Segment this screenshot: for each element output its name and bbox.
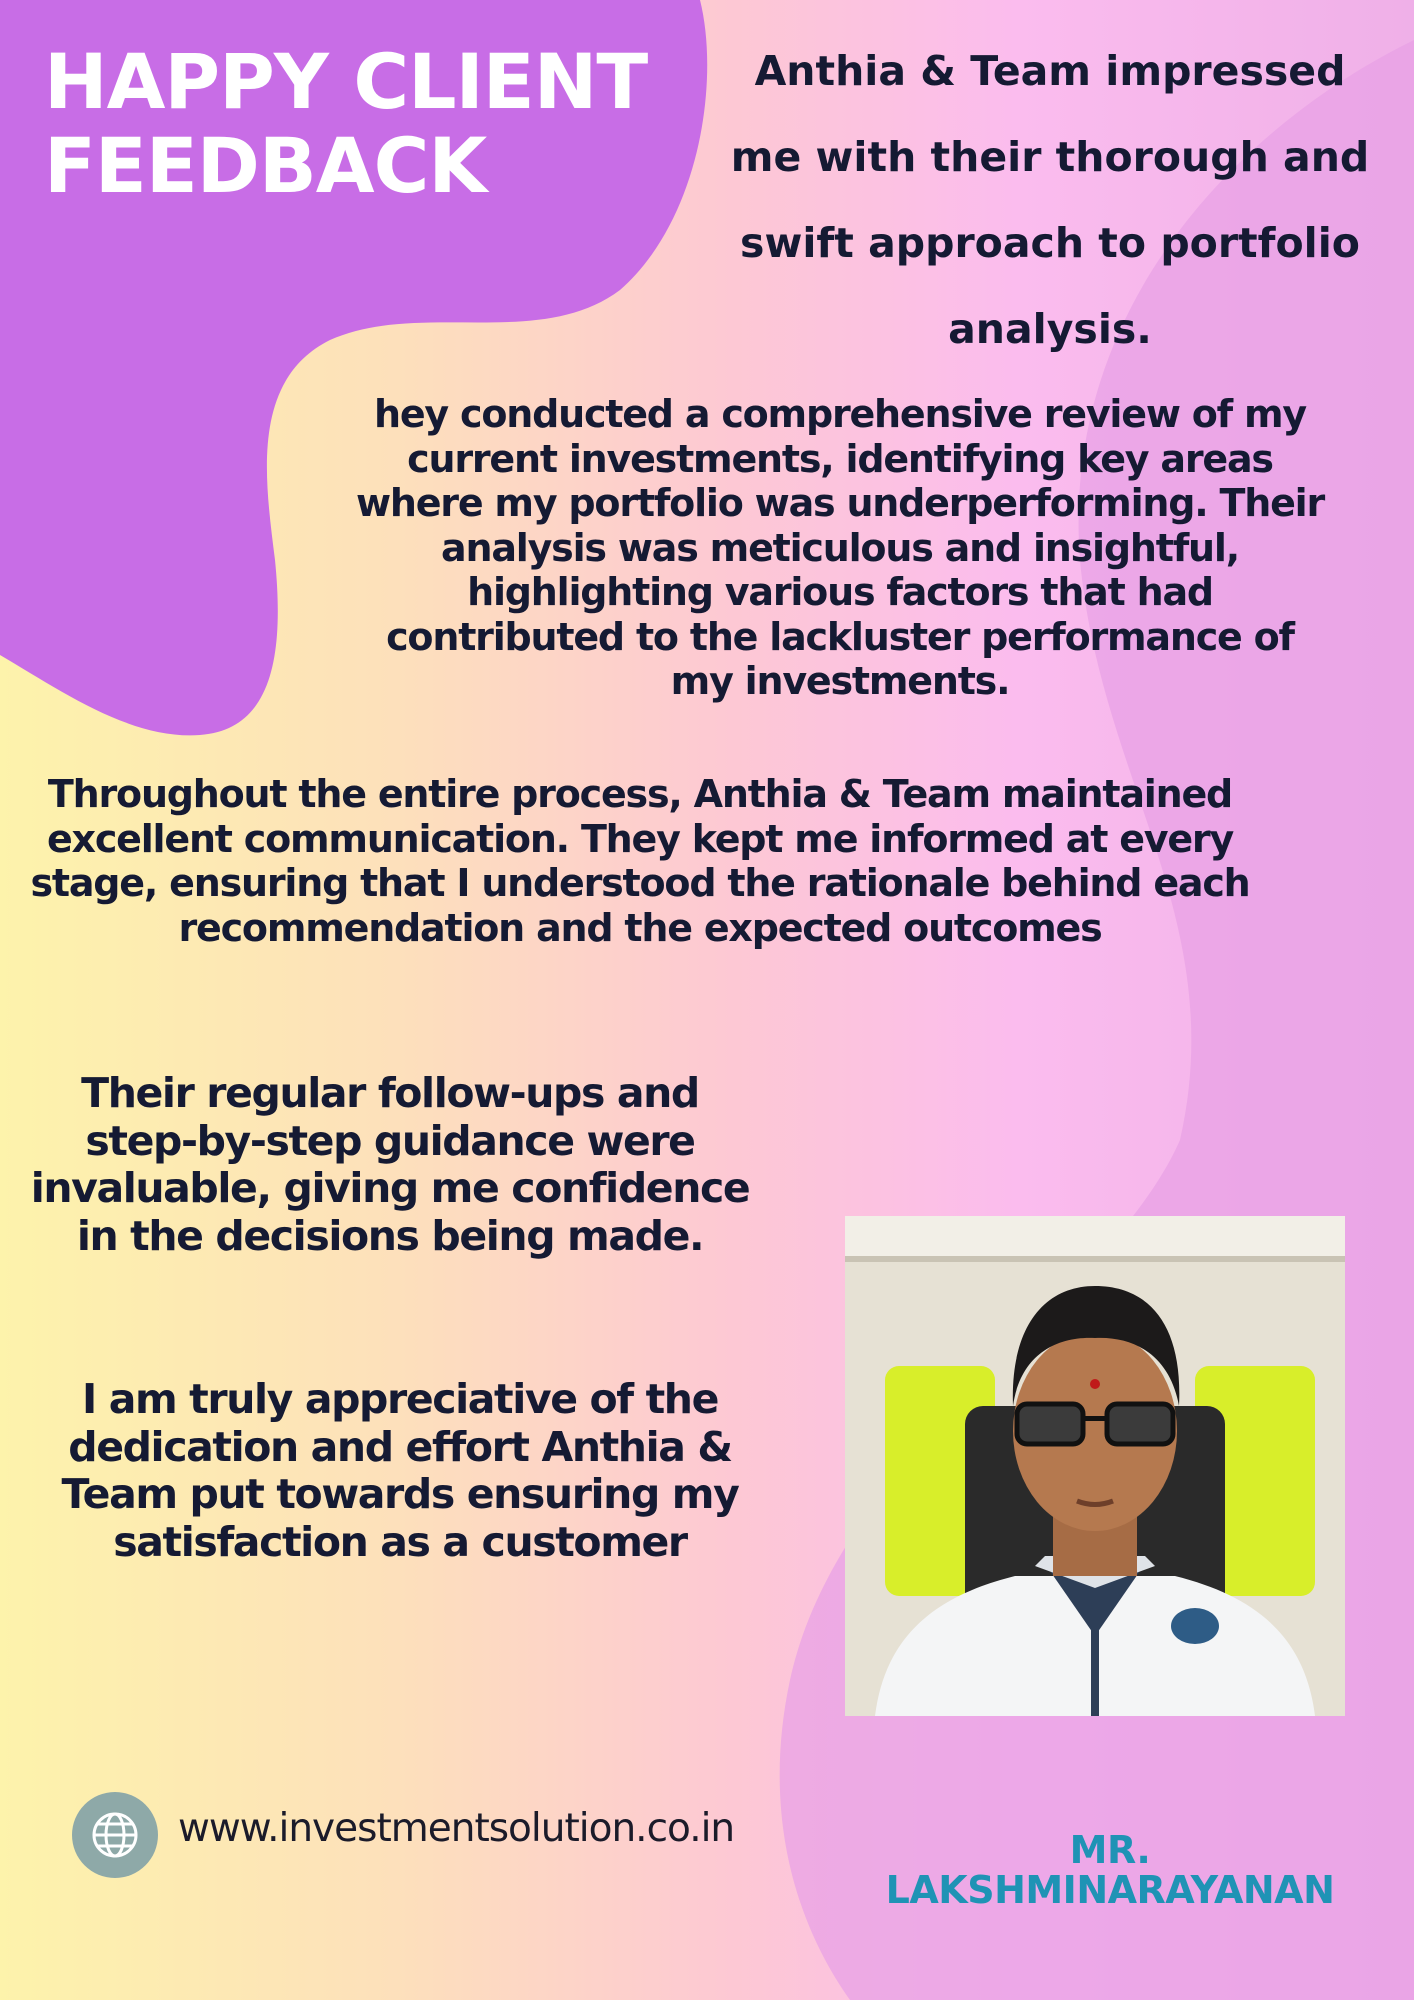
feedback-paragraph-2: Throughout the entire process, Anthia & Team maintained excellent communication. They kept me informed at every stage, ensuring that I understood the rationale behind each recommendation and the expected outcomes <box>30 772 1250 950</box>
globe-icon <box>72 1792 158 1878</box>
client-name-title: MR. <box>1069 1828 1151 1872</box>
feedback-paragraph-1: hey conducted a comprehensive review of my current investments, identifying key areas where my portfolio was underperforming. Their analysis was meticulous and insightful, highlighting various factors that had contributed to the lackluster performance of my investments. <box>355 392 1325 703</box>
feedback-paragraph-3: Their regular follow-ups and step-by-step guidance were invaluable, giving me confidence in the decisions being made. <box>30 1069 750 1260</box>
title-line-2: FEEDBACK <box>44 121 487 210</box>
title-line-1: HAPPY CLIENT <box>44 37 648 126</box>
client-name-surname: LAKSHMINARAYANAN <box>885 1868 1335 1912</box>
client-photo <box>845 1216 1345 1716</box>
intro-quote: Anthia & Team impressed me with their thorough and swift approach to portfolio analysis. <box>730 47 1370 353</box>
feedback-paragraph-4: I am truly appreciative of the dedication and effort Anthia & Team put towards ensuring my satisfaction as a customer <box>61 1375 739 1566</box>
client-name <box>845 1830 1375 1910</box>
page-title <box>44 37 648 210</box>
website-link[interactable]: www.investmentsolution.co.in <box>178 1806 735 1851</box>
